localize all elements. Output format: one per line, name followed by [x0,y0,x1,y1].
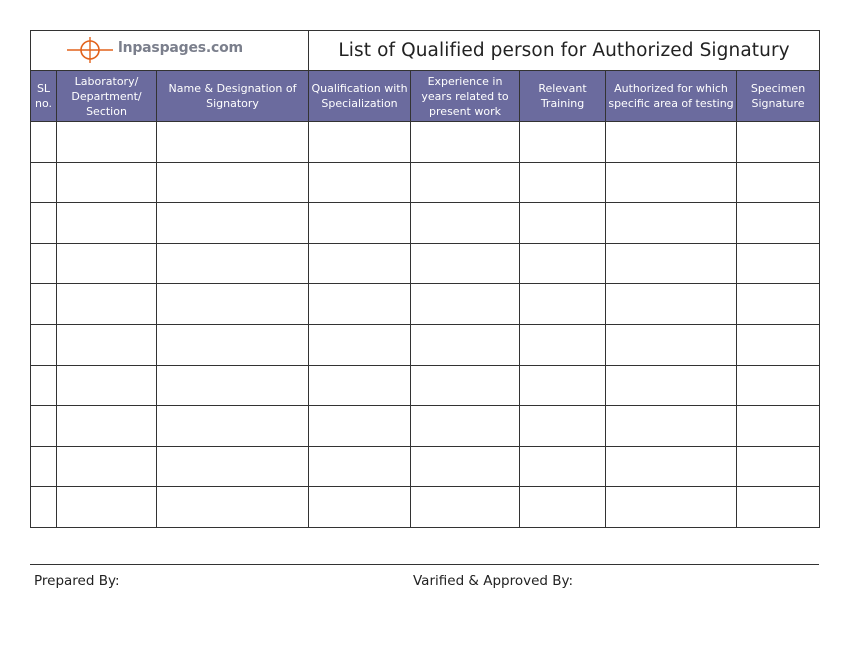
table-cell[interactable] [520,122,606,163]
table-cell[interactable] [309,122,411,163]
column-header-qualification: Qualification with Specialization [309,71,411,122]
table-cell[interactable] [31,203,57,244]
table-cell[interactable] [57,162,157,203]
table-cell[interactable] [157,406,309,447]
table-cell[interactable] [737,365,820,406]
table-cell[interactable] [606,365,737,406]
table-cell[interactable] [57,284,157,325]
table-cell[interactable] [31,122,57,163]
table-cell[interactable] [520,406,606,447]
table-row [31,487,820,528]
table-cell[interactable] [31,365,57,406]
table-cell[interactable] [737,446,820,487]
table-cell[interactable] [57,203,157,244]
table-cell[interactable] [309,406,411,447]
table-cell[interactable] [737,324,820,365]
table-cell[interactable] [411,162,520,203]
prepared-by-label: Prepared By: [34,573,120,589]
table-cell[interactable] [737,487,820,528]
table-cell[interactable] [737,162,820,203]
table-cell[interactable] [31,162,57,203]
column-header-experience: Experience in years related to present work [411,71,520,122]
table-cell[interactable] [157,487,309,528]
table-cell[interactable] [157,162,309,203]
table-cell[interactable] [737,406,820,447]
table-cell[interactable] [520,446,606,487]
footer-divider [30,564,819,565]
table-cell[interactable] [57,243,157,284]
table-cell[interactable] [520,324,606,365]
table-cell[interactable] [309,203,411,244]
table-cell[interactable] [606,284,737,325]
table-row [31,284,820,325]
table-cell[interactable] [411,203,520,244]
table-cell[interactable] [31,243,57,284]
table-row [31,122,820,163]
table-cell[interactable] [737,122,820,163]
table-cell[interactable] [31,324,57,365]
table-cell[interactable] [157,203,309,244]
table-cell[interactable] [309,243,411,284]
table-cell[interactable] [309,365,411,406]
table-cell[interactable] [411,324,520,365]
table-cell[interactable] [31,284,57,325]
table-cell[interactable] [737,284,820,325]
table-cell[interactable] [606,324,737,365]
table-cell[interactable] [411,365,520,406]
title-row [31,31,820,71]
table-cell[interactable] [606,203,737,244]
table-cell[interactable] [520,487,606,528]
table-cell[interactable] [606,162,737,203]
table-cell[interactable] [737,243,820,284]
table-cell[interactable] [411,243,520,284]
table-cell[interactable] [157,284,309,325]
table-cell[interactable] [520,162,606,203]
column-header-training: Relevant Training [520,71,606,122]
table-cell[interactable] [411,406,520,447]
table-cell[interactable] [57,122,157,163]
table-cell[interactable] [309,487,411,528]
header-row [31,71,820,122]
table-row [31,243,820,284]
table-cell[interactable] [606,487,737,528]
table-cell[interactable] [309,446,411,487]
table-cell[interactable] [57,324,157,365]
table-row [31,162,820,203]
verified-approved-by-label: Varified & Approved By: [413,573,574,589]
table-cell[interactable] [411,487,520,528]
table-row [31,324,820,365]
crosshair-logo-icon [67,37,113,63]
table-cell[interactable] [57,365,157,406]
page-title: List of Qualified person for Authorized Signatury [309,31,820,71]
table-cell[interactable] [157,446,309,487]
column-header-laboratory: Laboratory/ Department/ Section [57,71,157,122]
column-header-specimen-signature: Specimen Signature [737,71,820,122]
table-cell[interactable] [737,203,820,244]
signatory-table [30,30,820,528]
table-row [31,446,820,487]
table-cell[interactable] [411,122,520,163]
table-cell[interactable] [309,162,411,203]
qualified-signatory-form [30,30,819,528]
table-cell[interactable] [31,446,57,487]
brand-logo [67,37,243,63]
table-cell[interactable] [520,203,606,244]
table-cell[interactable] [606,122,737,163]
table-cell[interactable] [31,487,57,528]
table-cell[interactable] [157,122,309,163]
table-cell[interactable] [606,446,737,487]
table-row [31,406,820,447]
column-header-name-designation: Name & Designation of Signatory [157,71,309,122]
table-cell[interactable] [606,406,737,447]
table-cell[interactable] [157,324,309,365]
table-cell[interactable] [309,284,411,325]
logo-cell [31,31,309,71]
table-cell[interactable] [606,243,737,284]
table-row [31,203,820,244]
column-header-sl-no: SL no. [31,71,57,122]
table-cell[interactable] [411,284,520,325]
table-cell[interactable] [411,446,520,487]
table-cell[interactable] [31,406,57,447]
table-cell[interactable] [157,243,309,284]
table-cell[interactable] [57,406,157,447]
table-cell[interactable] [520,284,606,325]
table-cell[interactable] [57,446,157,487]
column-header-authorized-area: Authorized for which specific area of testing [606,71,737,122]
table-cell[interactable] [157,365,309,406]
logo-text: lnpaspages.com [118,40,243,56]
table-cell[interactable] [57,487,157,528]
table-cell[interactable] [520,365,606,406]
table-body [31,122,820,528]
table-cell[interactable] [309,324,411,365]
table-row [31,365,820,406]
table-cell[interactable] [520,243,606,284]
